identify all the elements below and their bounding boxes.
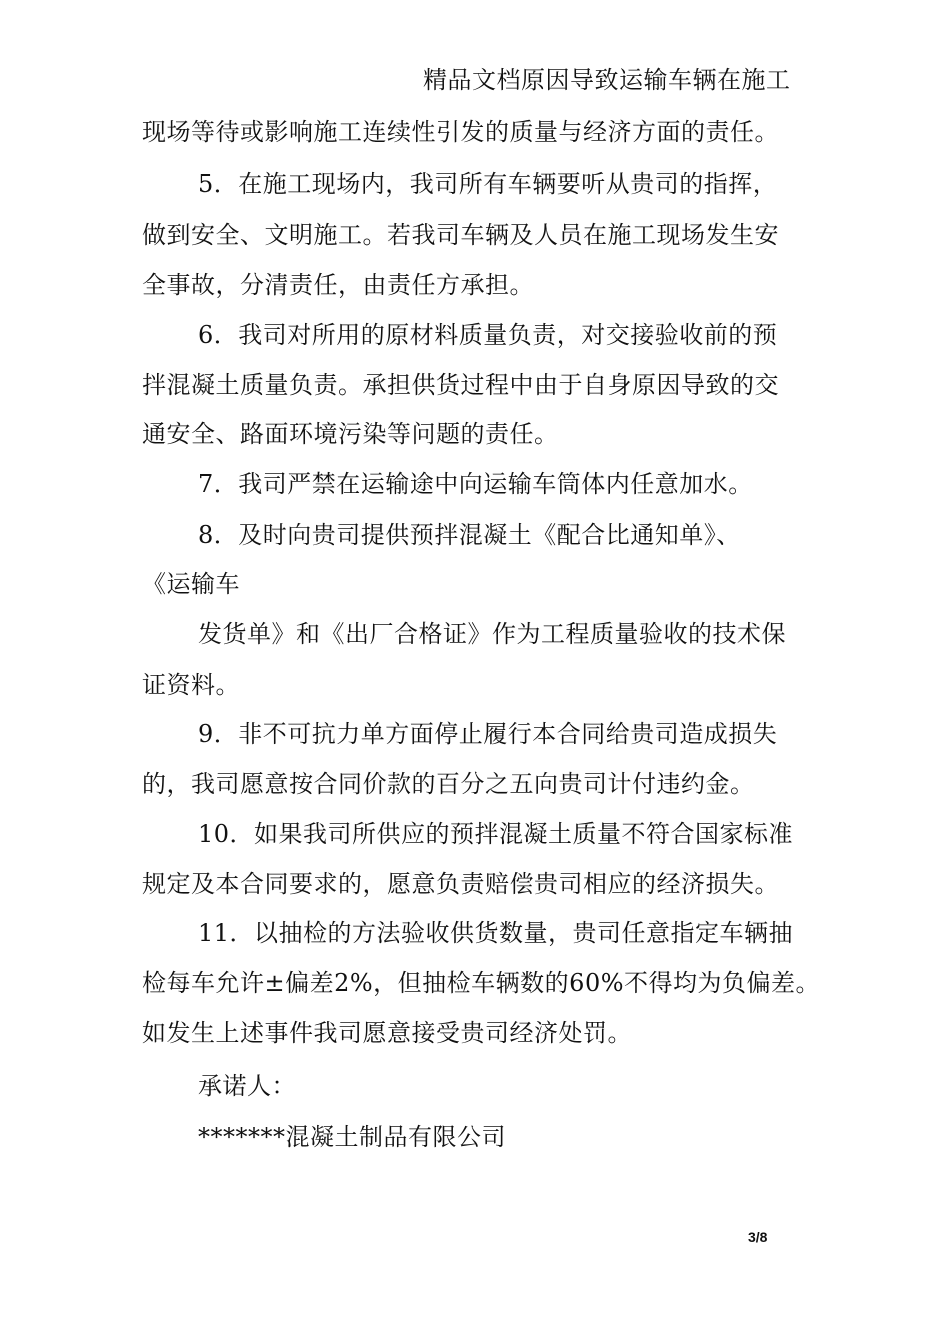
signatory-label: 承诺人： [198,1072,296,1100]
text-line: 11．以抽检的方法验收供货数量，贵司任意指定车辆抽 [198,919,794,947]
text-line: 现场等待或影响施工连续性引发的质量与经济方面的责任。 [142,118,779,146]
text-line: 精品文档原因导致运输车辆在施工 [423,66,791,94]
text-line: 通安全、路面环境污染等问题的责任。 [142,420,559,448]
text-line: 拌混凝土质量负责。承担供货过程中由于自身原因导致的交 [142,371,779,399]
text-line: 如发生上述事件我司愿意接受贵司经济处罚。 [142,1019,632,1047]
text-line: 10．如果我司所供应的预拌混凝土质量不符合国家标准 [198,820,794,848]
text-line: 证资料。 [142,671,240,699]
text-line: 8．及时向贵司提供预拌混凝土《配合比通知单》、 [198,521,741,549]
text-line: 做到安全、文明施工。若我司车辆及人员在施工现场发生安 [142,221,779,249]
text-line: 全事故，分清责任，由责任方承担。 [142,271,534,299]
text-line: 9．非不可抗力单方面停止履行本合同给贵司造成损失 [198,720,778,748]
text-line: 检每车允许±偏差2%，但抽检车辆数的60%不得均为负偏差。 [142,969,821,997]
text-line: 《运输车 [142,570,240,598]
company-name: *******混凝土制品有限公司 [198,1123,506,1151]
text-line: 规定及本合同要求的，愿意负责赔偿贵司相应的经济损失。 [142,870,779,898]
text-line: 5．在施工现场内，我司所有车辆要听从贵司的指挥， [198,170,778,198]
text-line: 7．我司严禁在运输途中向运输车筒体内任意加水。 [198,470,753,498]
text-line: 6．我司对所用的原材料质量负责，对交接验收前的预 [198,321,778,349]
text-line: 发货单》和《出厂合格证》作为工程质量验收的技术保 [198,620,786,648]
text-line: 的，我司愿意按合同价款的百分之五向贵司计付违约金。 [142,770,755,798]
page-number: 3/8 [748,1229,768,1245]
